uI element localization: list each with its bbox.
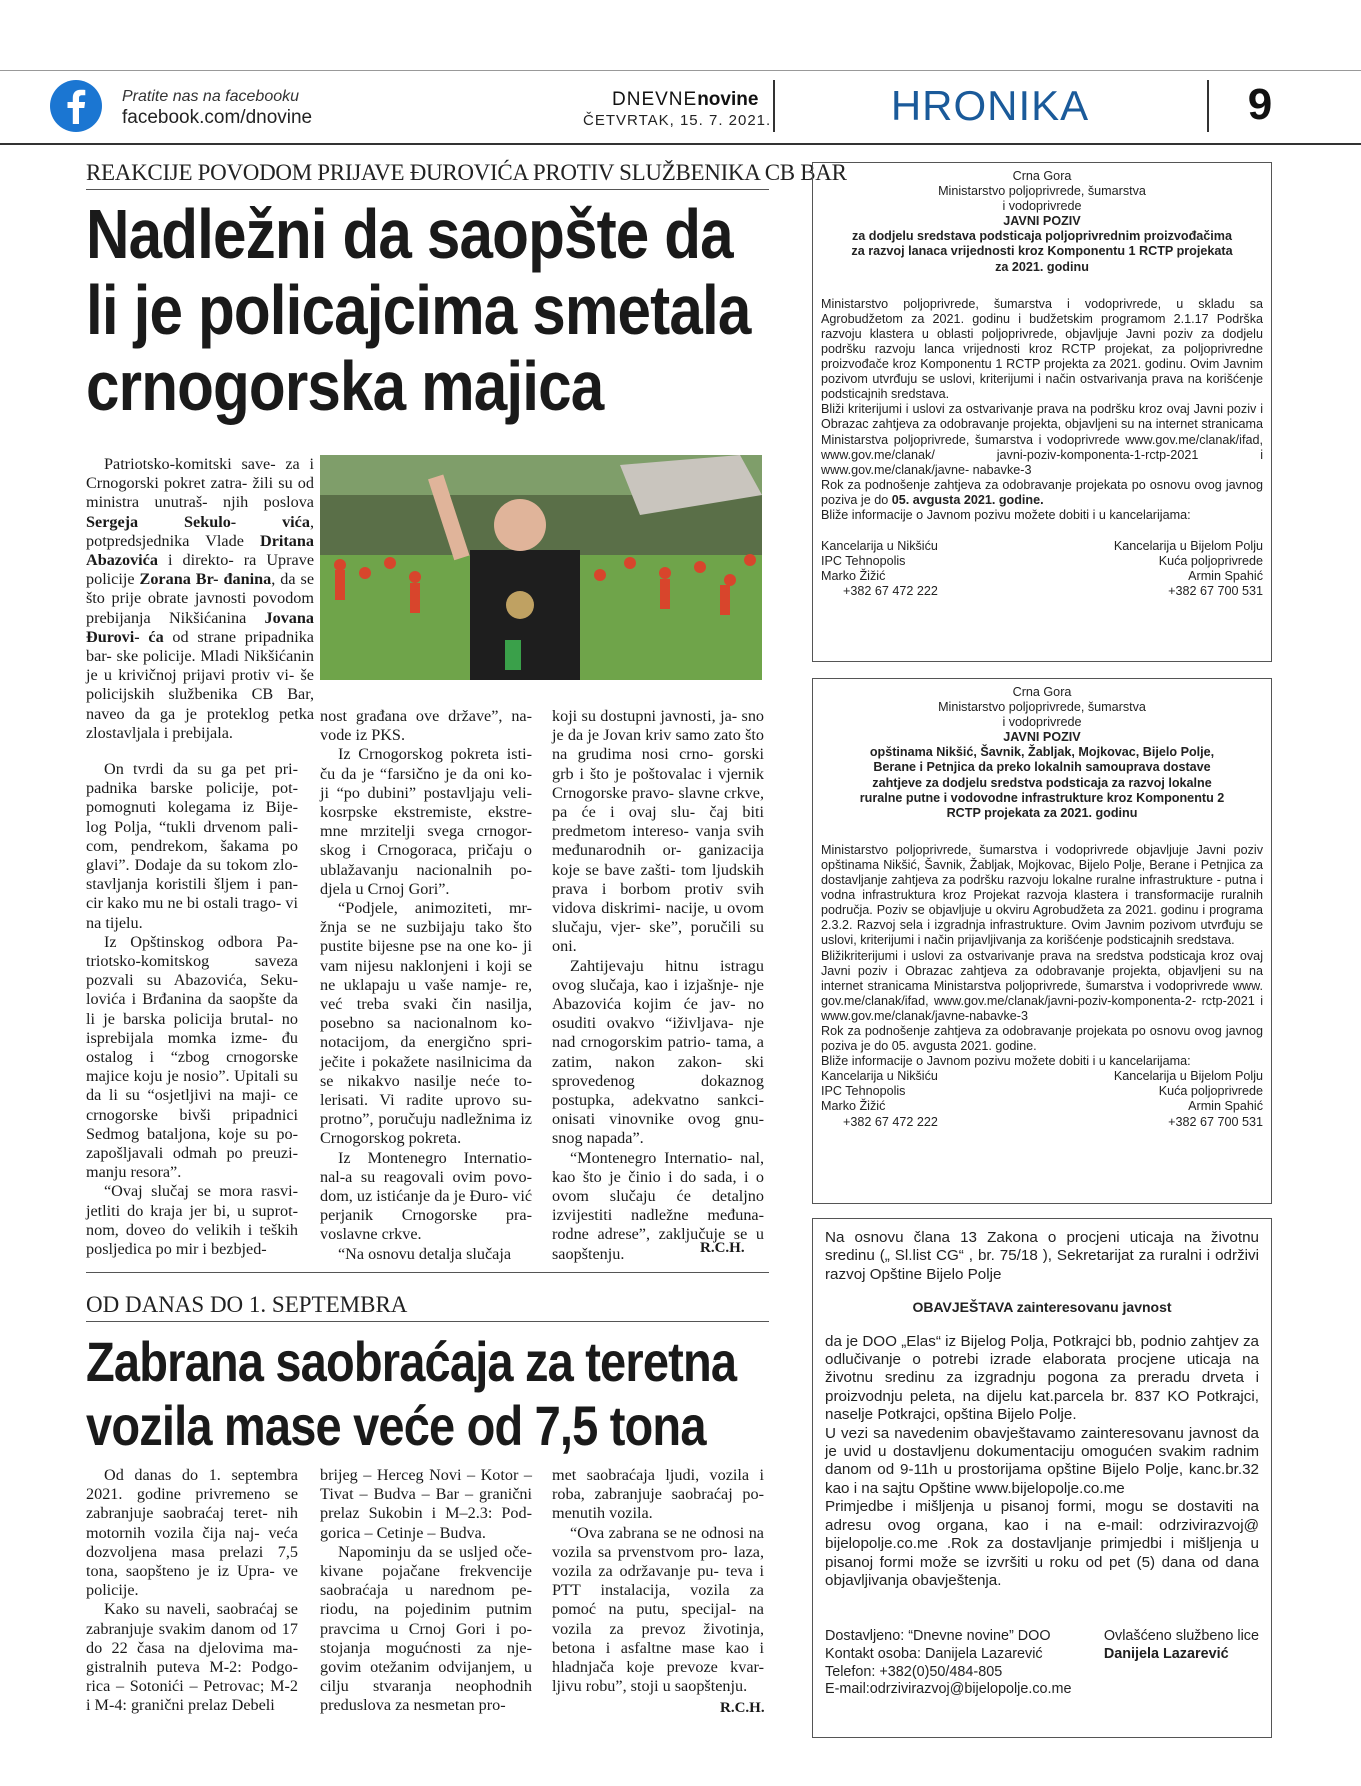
notice-org: Crna Gora (1012, 685, 1072, 699)
notice-body: da je DOO „Elas“ iz Bijelog Polja, Potkrajci bb, podnio zahtjev za odlučivanje o potrebi izrade elaborata procjene uticaja na životnu sredinu za izgradnju pogona za preradu drveta i proizvodnju peleta, na dijelu kat.parcela br. 837 KO Potkrajci, naselje Potkrajci, opština Bijelo Polje. (825, 1332, 1259, 1424)
paragraph: “Ova zabrana se ne odnosi na vozila sa prvenstvom pro- laza, vozila za održavanje pu- teva i PTT instalacija, vozila za pomoć na putu, specijal- na vozila za prevoz životinja, betona i asfaltne mase kao i hladnjača koje prevoze kvar- ljivu robu”, stoji u saopštenju. (552, 1523, 764, 1696)
notice-title: JAVNI POZIV (1003, 214, 1081, 229)
notice-info: Bliže informacije o Javnom pozivu možete dobiti i u kancelarijama: (821, 507, 1191, 522)
article1-kicker: REAKCIJE POVODOM PRIJAVE ĐUROVIĆA PROTIV SLUŽBENIKA CB BAR (86, 160, 847, 185)
paragraph: On tvrdi da su ga pet pri- padnika barske policije, pot- pomognuti kolegama iz Bije- log Polja, “tukli drvenom pali- com, pendrekom, šakama po glavi”. Dodaje da su tokom zlo- stavljanja koristili šljem i pan- cir kako mu ne bi ostali trago- vi na tijelu. (86, 760, 298, 932)
notice-title: JAVNI POZIV (1003, 730, 1081, 745)
article2-title (86, 1330, 769, 1458)
notice-info: Bliže informacije o Javnom pozivu možete dobiti i u kancelarijama: (821, 1054, 1191, 1069)
paragraph: Od danas do 1. septembra 2021. godine privremeno se zabranjuje saobraćaj teret- nih motornih vozila čija naj- veća dozvoljena masa prelazi 7,5 tona, saopšteno je iz Upra- ve policije. (86, 1466, 298, 1600)
notice-subtitle: RCTP projekata za 2021. godinu (946, 805, 1138, 820)
title-line: Nadležni da saopšte da (86, 195, 733, 273)
notice-subtitle: zahtjeve za dodjelu sredstva podsticaja za razvoj lokalne (872, 775, 1212, 790)
article2-col1 (86, 1466, 298, 1716)
paragraph: Napominju da se usljed oče- kivane pojačane frekvencije saobraćaja u narednom pe- riodu, na pojedinim putnim pravcima u Crnoj Gori i po- stojanja mogućnosti za nje- govim otežanim odvijanjem, u cilju stvaranja neophodnih preduslova za nesmetan pro- (320, 1542, 532, 1715)
paragraph: Iz Montenegro Internatio- nal-a su reagovali ovim povo- dom, uz istićanje da je Đuro- vić perjanik Crnogorske pra- voslavne crkve. (320, 1148, 532, 1244)
notice-intro: Na osnovu člana 13 Zakona o procjeni uticaja na životnu sredinu („ Sl.list CG“ , br. 75/18 ), Sekretarijat za ruralni i održivi razvoj Opštine Bijelo Polje (825, 1229, 1259, 1283)
article1-col3 (552, 707, 764, 1264)
article2-col3 (552, 1466, 764, 1696)
notice-footer: Dostavljeno: “Dnevne novine” DOO Kontakt osoba: Danijela Lazarević Telefon: +382(0)50/484-805 E-mail:odrzivirazvoj@bijelopolje.co.me Ovlašćeno službeno lice Danijela Lazarević (825, 1628, 1259, 1698)
notice-deadline: Rok za podnošenje zahtjeva za odobravanje projekata po osnovu ovog javnog poziva je do 05. avgusta 2021. godine. (821, 1023, 1263, 1054)
title-line: li je policajcima smetala (86, 271, 751, 349)
paragraph: met saobraćaja ljudi, vozila i roba, zabranjuje saobraćaj po- menutih vozila. (552, 1466, 764, 1523)
notice-body: Ministarstvo poljoprivrede, šumarstva i vodoprivrede objavljuje Javni poziv opštinama Nikšić, Šavnik, Žabljak, Mojkovac, Bijelo Polje, Berane i Petnjica za dostavljanje zahtjeva za podršku razvoju lokalne ruralne infrastrukture - putna i vodna infrastruktura kroz Projekat razvoja klastera i transformacije ruralnih područja. Poziv se objavljuje u okviru Agrobudžeta za 2021. godinu i programa 2.3.2. Razvoj sela i izgradnja infrastrukture. Ovim Javnim pozivom utvrđuju se uslovi, kriterijumi i način prijavljivanja za korišćenje podsticajnih sredstava. (821, 842, 1263, 948)
notice-body: U vezi sa navedenim obavještavamo zainteresovanu javnost da je uvid u dostavljenu dokumentaciju omogućen svakim radnim danom od 9-11h u prostorijama opštine Bijelo Polje, kanc.br.32 kao i na sajtu Opštine www.bijelopolje.co.me (825, 1424, 1259, 1497)
notice-subtitle: Berane i Petnjica da preko lokalnih samouprava dostave (873, 760, 1211, 775)
article1-signature: R.C.H. (700, 1240, 745, 1256)
article1-col1-top: Patriotsko-komitski save- za i Crnogorski pokret zatra- žili su od ministra unutraš- njih poslova Sergeja Sekulo- vića, potpredsjednika Vlade Dritana Abazovića i direkto- ra Uprave policije Zorana Br- đanina, da se što prije obrate javnosti povodom prebijanja Nikšićanina Jovana Đurovi- ća od strane pripadnika bar- ske policije. Mladi Nikšićanin je u krivičnoj prijavi protiv vi- še policijskih službenika CB Bar, naveo da ga je proteklog petka zlostavljala i prebijala. (86, 455, 315, 742)
notice-body: Bliži kriterijumi i uslovi za ostvarivanje prava na podršku kroz ovaj Javni poziv i Obrazac zahtjeva za odobravanje projekta, objavljeni su na internet stranicama Ministarstva poljoprivrede, šumarstva i vodoprivrede www.gov.me/clanak/ifad, www.gov.me/clanak/ javni-poziv-komponenta-1-rctp-2021 i www.gov.me/clanak/javne- nabavke-3 (821, 402, 1263, 477)
notice-subtitle: za razvoj lanaca vrijednosti kroz Komponentu 1 RCTP projekata (851, 244, 1233, 259)
header-top-rule (0, 70, 1361, 71)
paragraph: “Ovaj slučaj se mora rasvi- jetliti do kraja jer bi, u suprot- nom, doveo do velikih i teških posljedica po mir i bezbjed- (86, 1182, 298, 1259)
article2-kicker: OD DANAS DO 1. SEPTEMBRA (86, 1292, 408, 1317)
paragraph: koji su dostupni javnosti, ja- sno je da je Jovan kriv samo zato što na grudima nosi crno- gorski grb i što je poštovalac i vjernik Crnogorske pravo- slavne crkve, pa će i ovaj slu- čaj biti predmetom interesо- vanja svih međunarodnih or- ganizacija koje se bave zašti- tom ljudskih prava i borbom protiv svih vidova diskrimi- nacije, u ovom slučaju, vjer- ske”, poručili su oni. (552, 707, 764, 956)
notice-body: Ministarstvo poljoprivrede, šumarstva i vodoprivrede, u skladu sa Agrobudžetom za 2021. godinu i budžetskim programom 2.1.17 Podrška razvoju klastera u oblasti poljoprivrede, objavljuje Javni poziv za dodjelu podršku razvoju lanca vrijednosti kroz RCTP projekat, za poljoprivredne proizvođače kroz Komponentu 1 RCTP projekta za 2021. godinu. Ovim Javnim pozivom utvrđuju se uslovi, kriterijumi i način ostvarivanja prava na korišćenje podsticajnih sredstava. (821, 296, 1263, 402)
notice-subtitle: ruralne putne i vodovodne infrastrukture kroz Komponentu 2 (859, 790, 1225, 805)
facebook-link[interactable]: facebook.com/dnovine (122, 107, 313, 128)
notice-deadline: Rok za podnošenje zahtjeva za odobravanje projekata po osnovu ovog javnog poziva je do 05. avgusta 2021. godine. (821, 477, 1263, 507)
facebook-icon (50, 80, 102, 132)
notice-environment (812, 1218, 1272, 1738)
header-bottom-rule (0, 143, 1361, 145)
article-separator (86, 1272, 769, 1273)
paragraph: brijeg – Herceg Novi – Kotor – Tivat – Budva – Bar – granični prelaz Sukobin i M–2.3: Pod- gorica – Cetinje – Budva. (320, 1466, 532, 1542)
paragraph: Iz Crnogorskog pokreta isti- ču da je “farsično je da oni ko- ji “po dubini” postavljaju veli- kosrpske ekstremiste, ekstre- mne mrzitelji svega crnogor- skog i Crnogoraca, pričaju o ublažavanju nacionalnih po- djela u Crnoj Gori”. (320, 745, 532, 898)
notice-org: i vodoprivrede (1002, 199, 1082, 214)
notice-offices: Kancelarija u Nikšiću IPC Tehnopolis Marko Žižić +382 67 472 222 Kancelarija u Bijelom Polju Kuća poljoprivrede Armin Spahić +382 67 700 531 (821, 539, 1263, 599)
notice-subtitle: za 2021. godinu (995, 259, 1089, 274)
paragraph: “Podjele, animoziteti, mr- žnja se ne suzbijaju tako što pustite bijesne pse na one ko- ji vam nijesu naklonjeni i koji se ne uklapaju u vaše namje- re, već treba svaki čin nasilja, posebno sa nacionalnom ko- notacijom, da energično spri- ječite i pokažete nasilnicima da se nikakvo nasilje neće to- lerisati. Vi radite uprovo su- protno”, poručuju nadležnima iz Crnogorskog pokreta. (320, 899, 532, 1148)
paragraph: nost građana ove države”, na- vode iz PKS. (320, 707, 532, 745)
paragraph: Iz Opštinskog odbora Pa- triotsko-komitskog saveza pozvali su Abazovića, Seku- lovića i Brđanina da saopšte da li je barska policija brutal- no isprebijala momka izme- đu ostalog i “zbog crnogorske majice koju je nosio”. Upitali su da li su “osjetljivi na maji- ce crnogorske bivši pripadnici Sedmog bataljona, koje su po- zapošljavali odmah po preuzi- manju resora”. (86, 932, 298, 1182)
kicker-rule (86, 1321, 769, 1322)
paragraph: “Montenegro Internatio- nal, kao što je činio i do sada, i o ovom slučaju će detaljno izvijestiti nadležne međuna- rodne adrese”, zaključuje se u saopštenju. (552, 1148, 764, 1263)
notice-subtitle: opštinama Nikšić, Šavnik, Žabljak, Mojkovac, Bijelo Polje, (869, 745, 1215, 760)
article1-col1 (86, 760, 298, 1259)
notice-org: Ministarstvo poljoprivrede, šumarstva (938, 700, 1146, 715)
paragraph: “Na osnovu detalja slučaja (338, 1244, 512, 1263)
facebook-prompt: Pratite nas na facebooku (122, 88, 300, 105)
notice-org: Ministarstvo poljoprivrede, šumarstva (938, 184, 1146, 199)
section-title: HRONIKA (890, 82, 1090, 129)
paragraph: Kako su naveli, saobraćaj se zabranjuje svakim danom od 17 do 22 časa na djelovima ma- gistralnih puteva M-2: Podgo- rica – Sotonići – Petrovac; M-2 i M-4: granični prelaz Debeli (86, 1600, 298, 1715)
notice-heading: OBAVJEŠTAVA zainteresovanu javnost (912, 1299, 1172, 1316)
notice-public-call-1 (812, 162, 1272, 662)
notice-org: i vodoprivrede (1002, 715, 1082, 730)
article1-col2 (320, 707, 532, 1264)
page-number: 9 (1247, 80, 1273, 129)
title-line: Zabrana saobraćaja za teretna (86, 1330, 737, 1393)
header-divider-2 (1207, 80, 1209, 132)
kicker-rule (86, 189, 769, 190)
notice-public-call-2 (812, 678, 1272, 1204)
article2-signature: R.C.H. (720, 1700, 765, 1716)
article2-col2 (320, 1466, 532, 1716)
masthead: DNEVNEnovine (612, 89, 759, 110)
title-line: vozila mase veće od 7,5 tona (86, 1394, 706, 1457)
paragraph: Zahtijevaju hitnu istragu ovog slučaja, kao i izjašnje- nje Abazovića kojim će jav- no osuditi ovakvo “iživljava- nje nad crnogorskim patrio- tama, a zatim, nakon zakon- ski sprovedenog dokaznog postupka, adekvatno sankci- onisati vinovnike ovog gnu- snog napada”. (552, 956, 764, 1148)
notice-offices: Kancelarija u Nikšiću IPC Tehnopolis Marko Žižić +382 67 472 222 Kancelarija u Bijelom Polju Kuća poljoprivrede Armin Spahić +382 67 700 531 (821, 1069, 1263, 1129)
notice-body: Primjedbe i mišljenja u pisanoj formi, mogu se dostaviti na adresu ovog organa, kao i na e-mail: odrzivirazvoj@ bijelopolje.co.me .Rok za dostavljanje primjedbi i mišljenja u pisanoj formi može se izvršiti u roku od pet (5) dana od dana objavljivanja obavještenja. (825, 1498, 1259, 1589)
article1-title (86, 196, 769, 424)
notice-subtitle: za dodjelu sredstava podsticaja poljoprivrednim proizvođačima (851, 229, 1232, 244)
article-photo (320, 455, 762, 680)
notice-org: Crna Gora (1012, 169, 1072, 183)
title-line: crnogorska majica (86, 347, 604, 425)
notice-body: Bližikriterijumi i uslovi za ostvarivanje prava na sredstva podsticaja kroz ovaj Javni poziv i Obrazac zahtjeva za odobravanje projekta, objavljeni su na internet stranicama Ministarstva poljoprivrede, šumarstva i vodoprivrede www. gov.me/clanak/ifad, www.gov.me/clanak/javni-poziv-komponenta-2- rctp-2021 i www.gov.me/clanak/javne-nabavke-3 (821, 948, 1263, 1023)
issue-date: ČETVRTAK, 15. 7. 2021. (583, 112, 772, 129)
